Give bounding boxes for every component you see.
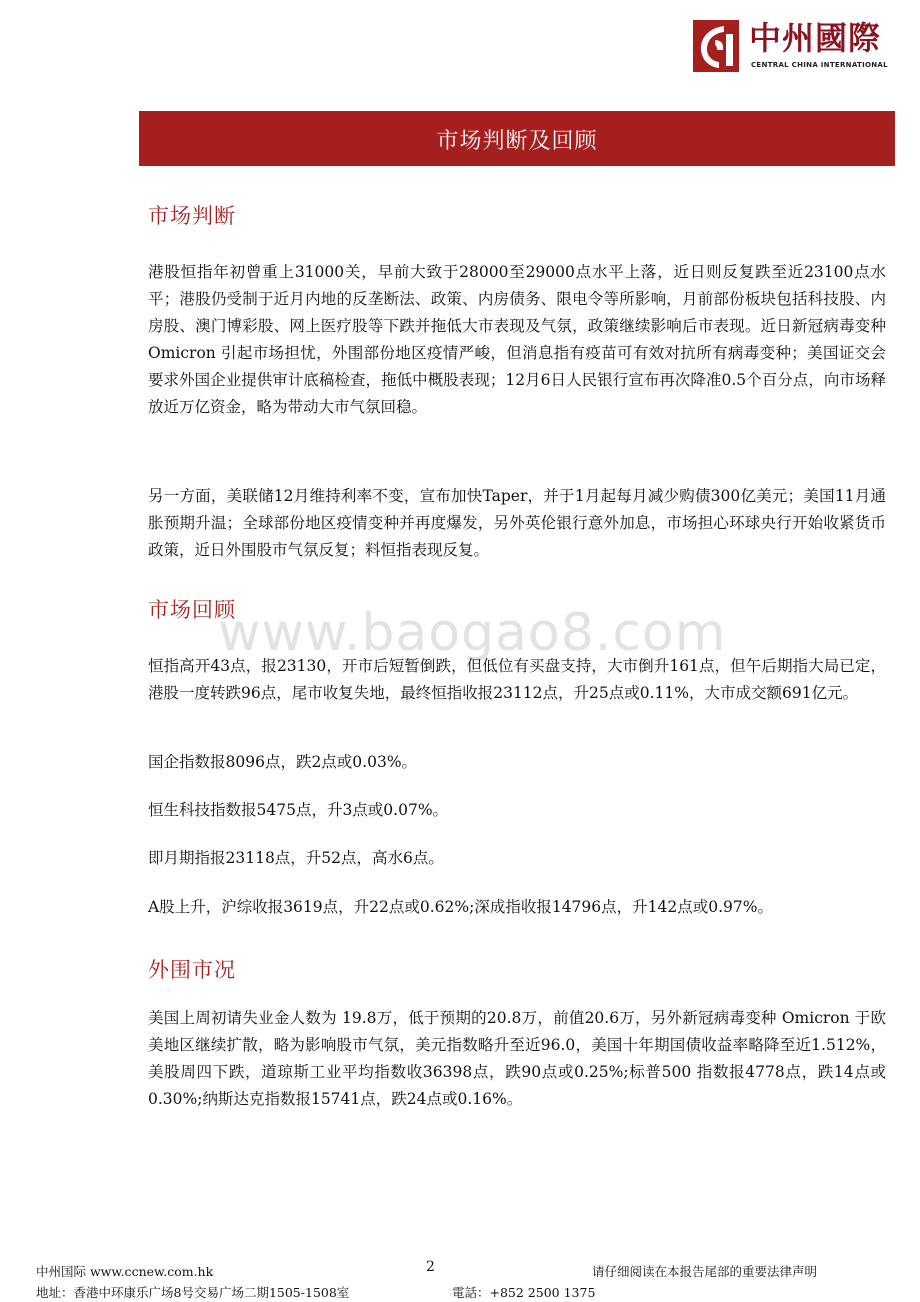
review-line-hscei: 国企指数报8096点，跌2点或0.03%。 <box>148 753 418 771</box>
page-number: 2 <box>426 1259 435 1275</box>
footer-company-site: 中州国际 www.ccnew.com.hk <box>36 1264 214 1279</box>
footer-phone: 電話：+852 2500 1375 <box>452 1285 596 1300</box>
heading-market-review: 市场回顾 <box>148 598 236 622</box>
logo-chinese-name: 中州國際 <box>749 19 882 57</box>
paragraph-external-1: 美国上周初请失业金人数为 19.8万，低于预期的20.8万，前值20.6万，另外新冠病毒变种 Omicron 于欧美地区继续扩散，略为影响股市气氛，美元指数略升至近96.0，美国十年期国债收益率略降至近1.512%，美股周四下跌，道琼斯工业平均指数收36398点，跌90点或0.25%;标普500 指数报4778点，跌14点或0.30%;纳斯达克指数报15741点，跌24点或0.16%。 <box>148 1009 886 1108</box>
logo-mark-icon <box>693 20 739 72</box>
review-line-hstech: 恒生科技指数报5475点，升3点或0.07%。 <box>148 801 449 819</box>
paragraph-judgment-1: 港股恒指年初曾重上31000关，早前大致于28000至29000点水平上落，近日则反复跌至近23100点水平；港股仍受制于近月内地的反垄断法、政策、内房债务、限电令等所影响，月前部份板块包括科技股、内房股、澳门博彩股、网上医疗股等下跌并拖低大市表现及气氛，政策继续影响后市表现。近日新冠病毒变种 Omicron 引起市场担忧，外围部份地区疫情严峻，但消息指有疫苗可有效对抗所有病毒变种；美国证交会要求外国企业提供审计底稿检查，拖低中概股表现；12月6日人民银行宣布再次降准0.5个百分点，向市场释放近万亿资金，略为带动大市气氛回稳。 <box>148 263 886 416</box>
footer-disclaimer: 请仔细阅读在本报告尾部的重要法律声明 <box>592 1264 818 1279</box>
watermark: www.baogao8.com <box>218 603 727 663</box>
paragraph-judgment-2: 另一方面，美联储12月维持利率不变，宣布加快Taper，并于1月起每月减少购债300亿美元；美国11月通胀预期升温；全球部份地区疫情变种并再度爆发，另外英伦银行意外加息，市场担心环球央行开始收紧货币政策，近日外围股市气氛反复；料恒指表现反复。 <box>148 487 886 559</box>
banner-title: 市场判断及回顾 <box>436 129 598 154</box>
company-logo <box>693 18 893 74</box>
review-line-a-shares: A股上升，沪综收报3619点，升22点或0.62%;深成指收报14796点，升142点或0.97%。 <box>148 898 773 916</box>
heading-external-markets: 外围市况 <box>148 958 236 982</box>
paragraph-review-1: 恒指高开43点，报23130，开市后短暂倒跌，但低位有买盘支持，大市倒升161点，但午后期指大局已定，港股一度转跌96点，尾市收复失地，最终恒指收报23112点，升25点或0.11%，大市成交额691亿元。 <box>148 657 886 702</box>
heading-market-judgment: 市场判断 <box>148 204 236 228</box>
logo-english-name: CENTRAL CHINA INTERNATIONAL <box>751 61 888 69</box>
section-banner <box>139 111 895 166</box>
review-line-futures: 即月期指报23118点，升52点，高水6点。 <box>148 849 444 867</box>
footer-address: 地址：香港中环康乐广场8号交易广场二期1505-1508室 <box>36 1285 350 1300</box>
